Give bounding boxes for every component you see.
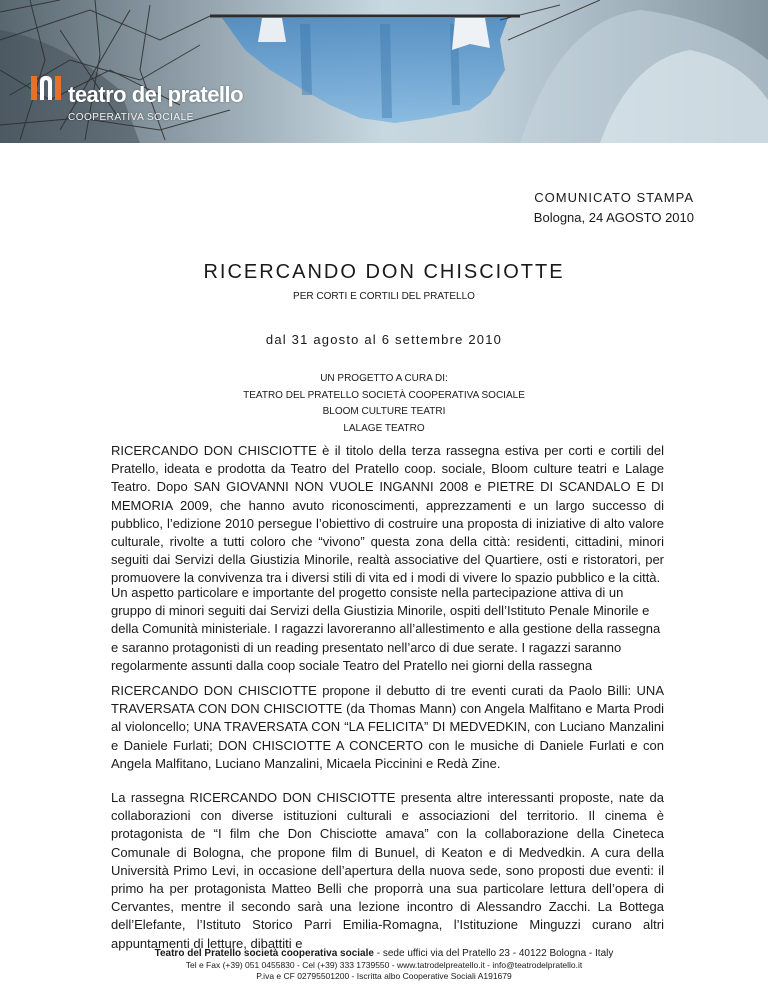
body-paragraph: RICERCANDO DON CHISCIOTTE propone il debutto di tre eventi curati da Paolo Billi: UNA TRAVERSATA CON DON CHISCIOTTE (da Thomas Mann) con Angela Malfitano e Marta Prodi al violoncello; UNA TRAVERSATA CON “LA FELICITA” DI MEDVEDKIN, con Luciano Manzalini e Daniele Furlati; DON CHISCIOTTE A CONCERTO con le musiche di Daniele Furlati e con Angela Malfitano, Luciano Manzalini, Micaela Piccinini e Redà Zine. — [111, 683, 664, 771]
body-paragraph: Un aspetto particolare e importante del progetto consiste nella partecipazione attiva di un gruppo di minori seguiti dai Servizi della Giustizia Minorile, ospiti dell’Istituto Penale Minorile e della Comunità ministeriale. I ragazzi lavoreranno all’allestimento e alla gestione della rassegna e saranno protagonisti di un reading presentato nell’arco di due serate. I ragazzi saranno regolarmente assunti dalla coop sociale Teatro del Pratello nei giorni della rassegna — [111, 585, 661, 673]
logo-subtitle: COOPERATIVA SOCIALE — [68, 112, 194, 123]
credits-line: LALAGE TEATRO — [343, 422, 425, 434]
project-credits — [0, 371, 768, 437]
press-release-label: COMUNICATO STAMPA — [534, 190, 694, 205]
footer-address: - sede uffici via del Pratello 23 - 40122 Bologna - Italy — [373, 948, 614, 959]
footer-contacts: Tel e Fax (+39) 051 0455830 - Cel (+39) 333 1739550 - www.tatrodelpreatello.it - info@teatrodelpratello.it — [185, 960, 583, 970]
document-subtitle: PER CORTI E CORTILI DEL PRATELLO — [293, 291, 475, 302]
page-footer — [0, 947, 768, 982]
event-dates: dal 31 agosto al 6 settembre 2010 — [265, 332, 503, 347]
logo — [30, 72, 244, 132]
document-title: RICERCANDO DON CHISCIOTTE — [203, 261, 565, 283]
theater-logo-icon — [30, 72, 62, 102]
footer-org-name: Teatro del Pratello società cooperativa sociale — [154, 948, 374, 959]
press-release-date: Bologna, 24 AGOSTO 2010 — [533, 210, 694, 225]
credits-line: TEATRO DEL PRATELLO SOCIETÀ COOPERATIVA SOCIALE — [243, 389, 525, 401]
body-paragraph: La rassegna RICERCANDO DON CHISCIOTTE presenta altre interessanti proposte, nate da collaborazioni con diverse istituzioni culturali e associazioni del territorio. Il cinema è protagonista de “I film che Don Chisciotte amava” con la collaborazione della Cineteca Comunale di Bologna, che propone film di Bunuel, di Keaton e di Medvedkin. A cura della Università Primo Levi, in occasione dell’apertura della nuova sede, sono proposti due eventi: il primo ha per protagonista Matteo Belli che proporrà una sua particolare lettura dell’opera di Cervantes, mentre il secondo sarà una lezione incontro di Alessandro Zacchi. La Bottega dell’Elefante, l’Istituto Storico Parri Emilia-Romagna, l’Istituzione Minguzzi curano altri appuntamenti di letture, dibattiti e — [111, 790, 664, 951]
credits-intro: UN PROGETTO A CURA DI: — [320, 373, 448, 384]
header-banner — [0, 0, 768, 143]
credits-line: BLOOM CULTURE TEATRI — [322, 406, 446, 417]
body-paragraph: RICERCANDO DON CHISCIOTTE è il titolo della terza rassegna estiva per corti e cortili del Pratello, ideata e prodotta da Teatro del Pratello coop. sociale, Bloom culture teatri e Lalage Teatro. Dopo SAN GIOVANNI NON VUOLE INGANNI 2008 e PIETRE DI SCANDALO E DI MEMORIA 2009, che hanno avuto riconoscimenti, apprezzamenti e un largo successo di pubblico, l’edizione 2010 persegue l’obiettivo di costruire una proposta di iniziative di alto valore culturale, rivolte a tutti coloro che “vivono” questa zona della città: residenti, cittadini, minori seguiti dai Servizi della Giustizia Minorile, realtà associative del Quartiere, osti e ristoratori, per promuovere la convivenza tra i diversi stili di vita ed i modi di vivere lo spazio pubblico e la città. — [111, 443, 664, 586]
logo-name: teatro del pratello — [68, 82, 244, 107]
footer-org-line — [0, 947, 768, 960]
footer-registry: P.iva e CF 02795501200 - Iscritta albo Cooperative Sociali A191679 — [256, 971, 512, 981]
